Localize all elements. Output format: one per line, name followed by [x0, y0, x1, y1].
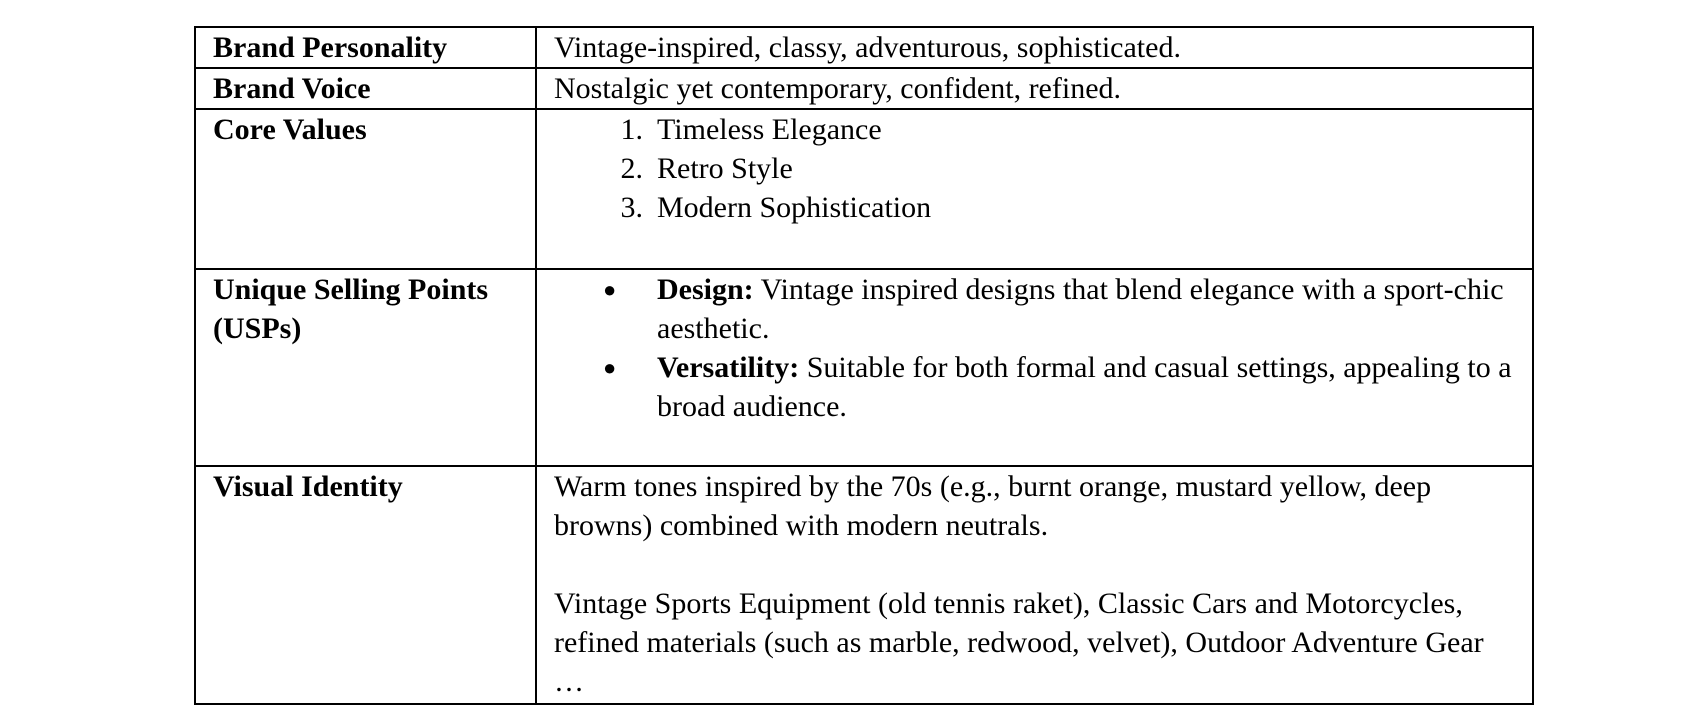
- list-item: [603, 348, 1516, 426]
- table-row: [195, 68, 1533, 109]
- usp-text: Vintage inspired designs that blend elegance with a sport-chic aesthetic.: [657, 273, 1504, 345]
- row-label-visual-identity: Visual Identity: [195, 466, 536, 704]
- row-value-core-values: [536, 109, 1533, 269]
- list-item-text: Retro Style: [657, 152, 793, 185]
- row-label-usps: Unique Selling Points (USPs): [195, 269, 536, 466]
- usp-list: [554, 270, 1516, 426]
- visual-identity-imagery: Vintage Sports Equipment (old tennis raket), Classic Cars and Motorcycles, refined materials (such as marble, redwood, velvet), Outdoor Adventure Gear …: [554, 587, 1484, 698]
- row-value-usps: [536, 269, 1533, 466]
- row-value-visual-identity: [536, 466, 1533, 704]
- list-item-text: Modern Sophistication: [657, 191, 932, 224]
- row-label-core-values: Core Values: [195, 109, 536, 269]
- list-item: [603, 270, 1516, 348]
- visual-identity-colors: Warm tones inspired by the 70s (e.g., burnt orange, mustard yellow, deep browns) combined with modern neutrals.: [554, 470, 1432, 542]
- table-row: [195, 27, 1533, 68]
- list-item: [620, 149, 1516, 188]
- table-row: [195, 109, 1533, 269]
- row-label-brand-voice: Brand Voice: [195, 68, 536, 109]
- usp-title: Design:: [657, 273, 754, 306]
- core-values-list: [554, 110, 1516, 227]
- table-row: [195, 466, 1533, 704]
- list-number: 3.: [620, 191, 643, 224]
- row-label-brand-personality: Brand Personality: [195, 27, 536, 68]
- bullet-icon: ●: [603, 355, 617, 380]
- usp-text: Suitable for both formal and casual settings, appealing to a broad audience.: [657, 351, 1512, 423]
- row-value-brand-personality: Vintage-inspired, classy, adventurous, sophisticated.: [536, 27, 1533, 68]
- usp-title: Versatility:: [657, 351, 800, 384]
- list-item-text: Timeless Elegance: [657, 113, 882, 146]
- list-number: 2.: [620, 152, 643, 185]
- row-value-brand-voice: Nostalgic yet contemporary, confident, refined.: [536, 68, 1533, 109]
- list-number: 1.: [620, 113, 643, 146]
- bullet-icon: ●: [603, 277, 617, 302]
- list-item: [620, 188, 1516, 227]
- brand-table: [194, 26, 1534, 705]
- list-item: [620, 110, 1516, 149]
- table-row: [195, 269, 1533, 466]
